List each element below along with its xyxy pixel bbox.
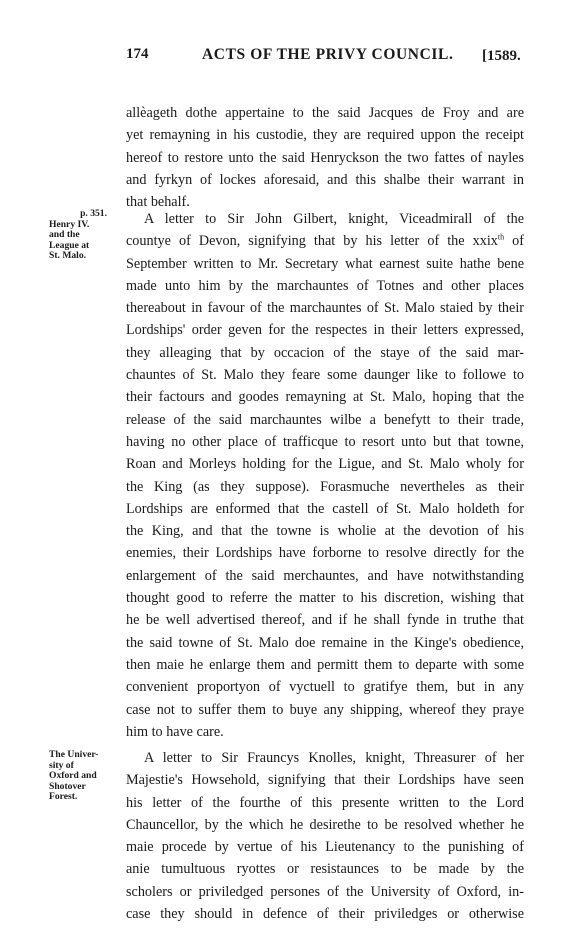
text-line: case they should in defence of their priviledges or otherwise [126,906,524,923]
margin-line: Oxford and [49,770,97,782]
text-line: thought good to referre the matter to his discretion, wishing that [126,590,524,607]
text-line: Majestie's Howsehold, signifying that their Lordships have seen [126,772,524,789]
text-line: he be well advertised thereof, and if he shall fynde in truthe that [126,612,524,629]
text-line: the King (as they suppose). Forasmuche nevertheles as their [126,478,524,495]
marginal-note-henry-iv [49,209,119,262]
text-line: Chauncellor, by the which he desirethe to be resolved whether he [126,816,524,833]
paragraph-letter-gilbert [126,208,524,743]
margin-line: The Univer- [49,749,99,760]
running-title: ACTS OF THE PRIVY COUNCIL. [202,46,454,63]
text-line: his letter of the fourthe of this presente written to the Lord [126,794,524,811]
text-line: A letter to Sir Frauncys Knolles, knight, Threasurer of her [144,750,524,766]
text-line: Lordships are enformed that the castell of St. Malo holdeth for [126,500,524,517]
text-line: countye of Devon, signifying that by his letter of the xxix$^{th}$ of [126,232,524,250]
text-line: hereof to restore unto the said Henryckson the two fattes of nayles [126,149,524,166]
margin-line: sity of [49,759,74,771]
text-line: him to have care. [126,723,224,740]
margin-line: and the [49,229,80,241]
text-line: that behalf. [126,194,190,211]
running-header [0,44,567,68]
paragraph-continuation [126,102,524,213]
page-number: 174 [126,46,149,62]
text-line: Lordships' order geven for the respectes in their letters expressed, [126,322,524,339]
page-reference: p. 351. [80,208,107,219]
text-line: made unto him by the marchauntes of Totnes and other places [126,277,524,294]
paragraph-letter-knolles [126,747,524,925]
text-line: release of the said marchauntes wilbe a benefytt to their trade, [126,411,524,428]
margin-line: Henry IV. [49,218,90,230]
text-line: they alleaging that by occacion of the staye of the said mar- [126,344,524,361]
margin-line: League at [49,239,90,251]
text-line: scholers or priviledged persones of the University of Oxford, in- [126,883,524,900]
text-line: their factours and goodes remayning at St. Malo, hoping that the [126,389,524,406]
header-year: [1589. [482,48,521,64]
text-line: September written to Mr. Secretary what earnest suite hathe bene [126,255,524,272]
text-line: case not to suffer them to buye any shipping, whereof they praye [126,701,524,718]
text-line: enlargement of the said merchauntes, and have notwithstanding [126,567,524,584]
text-line: Roan and Morleys holding for the Ligue, and St. Malo wholy for [126,456,524,473]
text-line: allѐageth dothe appertaine to the said Jacques de Froy and are [126,105,524,121]
margin-line: Forest. [49,791,78,803]
text-line: maie procede by vertue of his Lieutenancy to the punishing of [126,839,524,856]
text-line: chauntes of St. Malo they feare some daunger like to followe to [126,367,524,384]
text-line: yet remayning in his custodie, they are required uppon the receipt [126,127,524,144]
margin-line: St. Malo. [49,250,87,262]
text-line: having no other place of trafficque to resort unto but that towne, [126,433,524,450]
text-line: enemies, their Lordships have forborne to resolve directly for the [126,545,524,562]
marginal-note-university [49,750,119,803]
text-line: the King, and that the towne is wholie at the devotion of his [126,523,524,540]
text-line: anie tumultuous ryottes or resistaunces to be made by the [126,861,524,878]
text-line: thereabout in favour of the marchauntes of St. Malo staied by their [126,300,524,317]
text-line: then maie he enlarge them and permitt them to departe with some [126,656,524,673]
superscript: th [497,232,505,242]
text-line: A letter to Sir John Gilbert, knight, Viceadmirall of the [144,211,524,227]
text-line: and fyrkyn of lockes aforesaid, and this shalbe their warrant in [126,171,524,188]
text-line: the said towne of St. Malo doe remaine in the Kinge's obedience, [126,634,524,651]
text-line: convenient proportyon of vyctuell to gratifye them, but in any [126,679,524,696]
margin-line: Shotover [49,780,86,792]
